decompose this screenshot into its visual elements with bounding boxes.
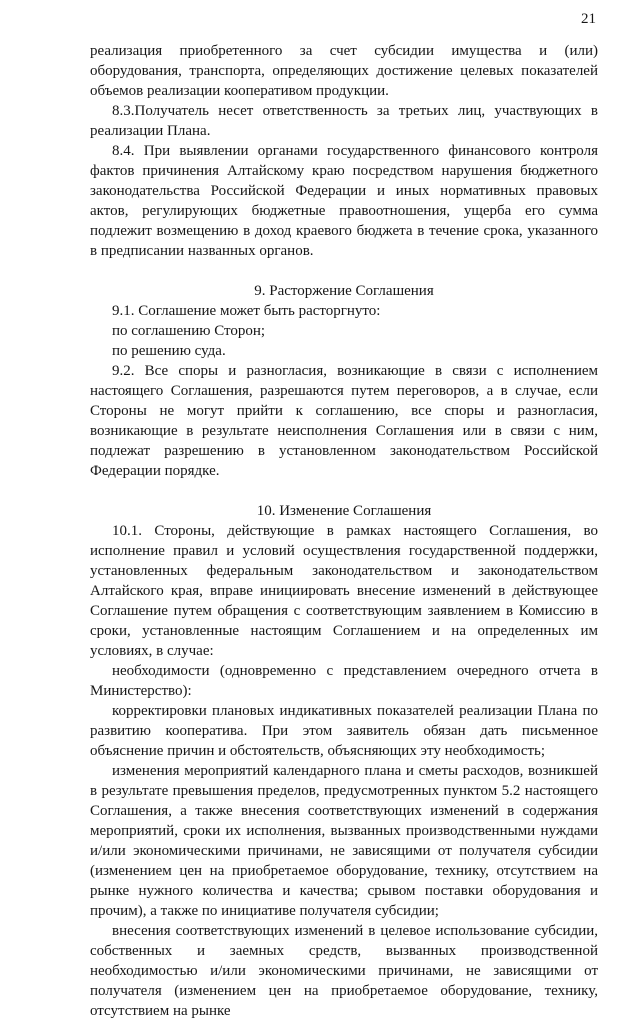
section-10-paragraph-4: изменения мероприятий календарного плана и сметы расходов, возникшей в результате превышения пределов, предусмотренных пунктом 5.2 настоящего Соглашения, а также внесения соответствующих изменений в содержания мероприятий, сроки их исполнения, вызванных производственными нуждами и/или экономическими причинами, не зависящими от получателя субсидии (изменением цен на приобретаемое оборудование, технику, отсутствием на рынке нужного количества и качества; срывом поставки оборудования и прочим), а также по инициативе получателя субсидии; — [90, 763, 598, 919]
section-9-paragraph-3: по решению суда. — [112, 343, 226, 359]
section-8-paragraph-2: 8.3.Получатель несет ответственность за третьих лиц, участвующих в реализации Плана. — [90, 103, 598, 139]
section-10-heading: 10. Изменение Соглашения — [256, 503, 432, 519]
section-8-paragraph-3: 8.4. При выявлении органами государственного финансового контроля фактов причинения Алтайскому краю посредством нарушения бюджетного законодательства Российской Федерации и иных нормативных правовых актов, регулирующих бюджетные правоотношения, ущерба его сумма подлежит возмещению в доход краевого бюджета в течение срока, указанного в предписании названных органов. — [90, 143, 598, 259]
spacer — [90, 481, 598, 501]
section-9-paragraph-2: по соглашению Сторон; — [112, 323, 266, 339]
page-number: 21 — [581, 11, 596, 27]
section-9-paragraph-4: 9.2. Все споры и разногласия, возникающие в связи с исполнением настоящего Соглашения, разрешаются путем переговоров, а в случае, если Стороны не могут прийти к соглашению, все споры и разногласия, возникающие в результате неисполнения Соглашения или в связи с ним, подлежат разрешению в установленном законодательством Российской Федерации порядке. — [90, 363, 598, 479]
section-10-paragraph-1: 10.1. Стороны, действующие в рамках настоящего Соглашения, во исполнение правил и условий осуществления государственной поддержки, установленных федеральным законодательством и законодательством Алтайского края, вправе инициировать внесение изменений в действующее Соглашение путем обращения с соответствующим заявлением в Комиссию в сроки, установленные настоящим Соглашением и на определенных им условиях, в случае: — [90, 523, 598, 659]
section-9-paragraph-1: 9.1. Соглашение может быть расторгнуто: — [112, 303, 381, 319]
section-8-paragraph-1: реализация приобретенного за счет субсидии имущества и (или) оборудования, транспорта, определяющих достижение целевых показателей объемов реализации кооперативом продукции. — [90, 43, 598, 99]
section-10-paragraph-5: внесения соответствующих изменений в целевое использование субсидии, собственных и заемных средств, вызванных производственной необходимостью и/или экономическими причинами, не зависящими от получателя (изменением цен на приобретаемое оборудование, технику, отсутствием на рынке — [90, 923, 598, 1019]
section-9-heading: 9. Расторжение Соглашения — [254, 283, 434, 299]
document-body — [90, 41, 598, 1021]
section-10-paragraph-2: необходимости (одновременно с представлением очередного отчета в Министерство): — [90, 663, 598, 699]
section-10-paragraph-3: корректировки плановых индикативных показателей реализации Плана по развитию кооператива. При этом заявитель обязан дать письменное объяснение причин и обстоятельств, объясняющих эту необходимость; — [90, 703, 598, 759]
spacer — [90, 261, 598, 281]
